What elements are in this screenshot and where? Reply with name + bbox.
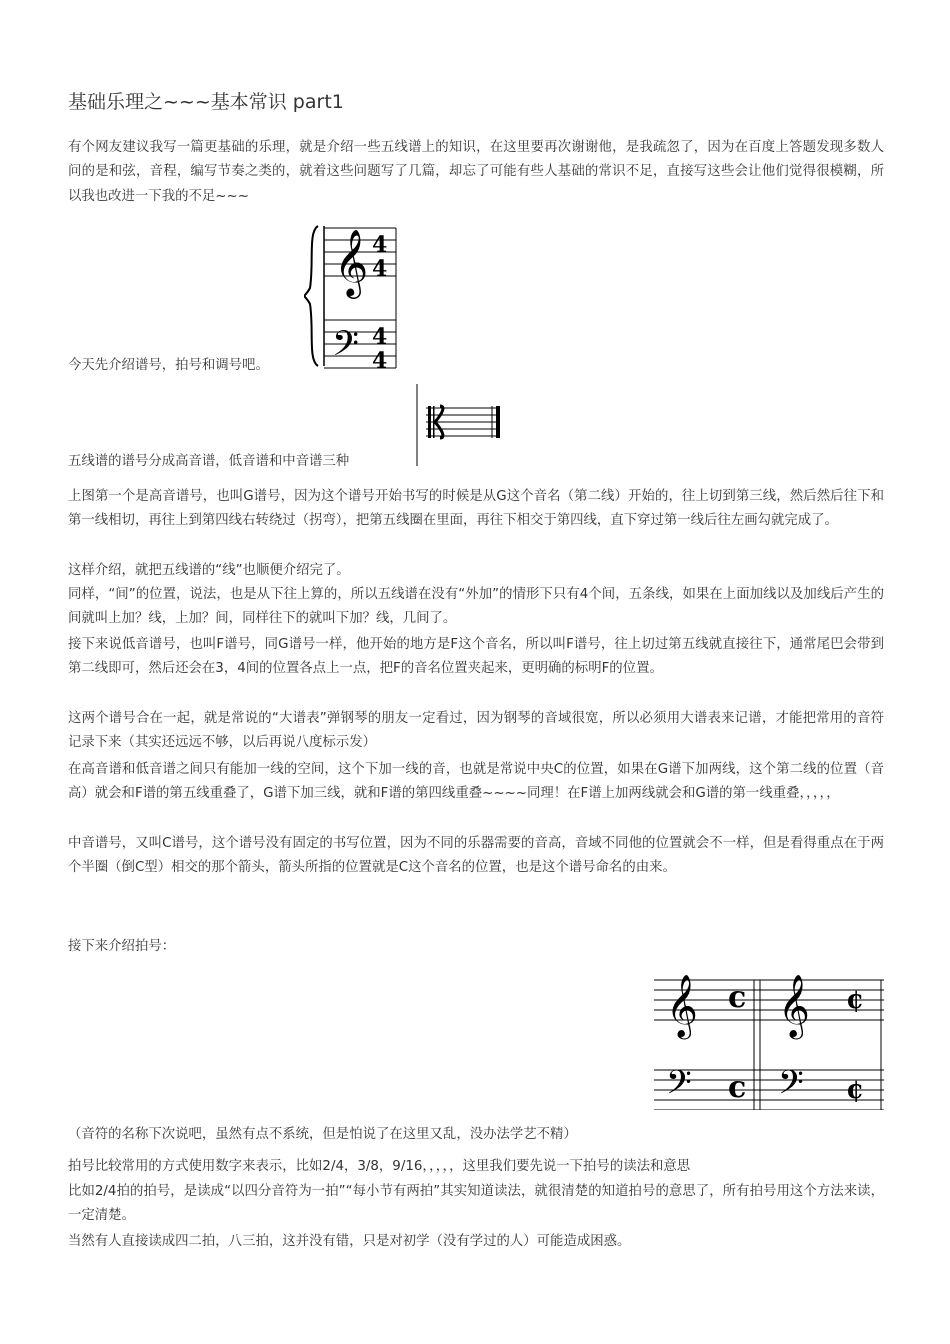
time-sig-top-den: 4: [372, 256, 388, 282]
paragraph-bass-clef: 接下来说低音谱号，也叫F谱号，同G谱号一样，他开始的地方是F这个音名，所以叫F谱号，往上切过第五线就直接往下，通常尾巴会带到第二线即可，然后还会在3，4间的位置各点上一点，把F的音名位置夹起来，更明确的标明F的位置。: [68, 637, 884, 677]
treble-clef-icon: 𝄞: [778, 974, 810, 1037]
paragraph-alto-clef: 中音谱号，又叫C谱号，这个谱号没有固定的书写位置，因为不同的乐器需要的音高，音域不同他的位置就会不一样，但是看得重点在于两个半圈（倒C型）相交的那个箭头，箭头所指的位置就是C这个音名的位置，也是这个谱号命名的由来。: [68, 836, 884, 876]
page-title: 基础乐理之~~~基本常识 part1: [68, 91, 344, 113]
treble-clef-icon: 𝄞: [334, 228, 369, 296]
treble-clef-icon: 𝄞: [666, 974, 698, 1037]
paragraph-lines: 这样介绍，就把五线谱的“线”也顺便介绍完了。: [68, 563, 350, 578]
time-sig-bottom-num: 4: [372, 324, 388, 350]
paragraph-middle-c: 在高音谱和低音谱之间只有能加一线的空间，这个下加一线的音，也就是常说中央C的位置，如果在G谱下加两线，这个第二线的位置（音高）就会和F谱的第五线重叠了，G谱下加三线，就和F谱的第四线重叠~~~~同理！在F谱上加两线就会和G谱的第一线重叠，，，，，: [68, 762, 884, 802]
caption-note-names: （音符的名称下次说吧，虽然有点不系统，但是怕说了在这里又乱，没办法学艺不精）: [68, 1127, 577, 1142]
time-sig-top-num: 4: [372, 232, 388, 258]
cut-time-icon: ¢: [846, 1075, 865, 1105]
paragraph-time-sig-intro: 拍号比较常用的方式使用数字来表示，比如2/4，3/8，9/16，，，，，这里我们要先说一下拍号的读法和意思: [68, 1159, 691, 1174]
paragraph-treble-clef: 上图第一个是高音谱号，也叫G谱号，因为这个谱号开始书写的时候是从G这个音名（第二线）开始的，往上切到第三线，然后然后往下和第一线相切，再往上到第四线右转绕过（拐弯），把第五线圈在里面，再往下相交于第四线，直下穿过第一线后往左画勾就完成了。: [68, 489, 884, 529]
paragraph-spaces: 同样，“间”的位置，说法，也是从下往上算的，所以五线谱在没有“外加”的情形下只有4个间，五条线，如果在上面加线以及加线后产生的间就叫上加？线，上加？间，同样往下的就叫下加？线，几间了。: [68, 587, 884, 627]
bass-clef-icon: 𝄢: [666, 1064, 692, 1110]
caption-clefs-pair: 今天先介绍谱号，拍号和调号吧。: [68, 358, 269, 373]
common-time-icon: c: [728, 980, 747, 1015]
section-time-signatures: 接下来介绍拍号：: [68, 939, 176, 954]
caption-three-clefs: 五线谱的谱号分成高音谱，低音谱和中音谱三种: [68, 454, 350, 469]
grand-staff-image: [304, 222, 464, 370]
time-signature-image: [654, 960, 884, 1110]
common-time-icon: c: [728, 1070, 747, 1105]
brace-icon: [304, 226, 318, 366]
bass-clef-icon: 𝄢: [778, 1064, 804, 1110]
paragraph-grand-staff: 这两个谱号合在一起，就是常说的“大谱表”弹钢琴的朋友一定看过，因为钢琴的音域很宽，所以必须用大谱表来记谱，才能把常用的音符记录下来（其实还远远不够，以后再说八度标示发）: [68, 711, 884, 751]
paragraph-time-sig-reading: 比如2/4拍的拍号，是读成“以四分音符为一拍”“每小节有两拍”其实知道读法，就很清楚的知道拍号的意思了，所有拍号用这个方法来读，一定清楚。: [68, 1184, 884, 1224]
paragraph-time-sig-note: 当然有人直接读成四二拍，八三拍，这并没有错，只是对初学（没有学过的人）可能造成困惑。: [68, 1234, 631, 1249]
c-clef-staff-image: [416, 384, 502, 466]
intro-paragraph: 有个网友建议我写一篇更基础的乐理，就是介绍一些五线谱上的知识，在这里要再次谢谢他，是我疏忽了，因为在百度上答题发现多数人问的是和弦，音程，编写节奏之类的，就着这些问题写了几篇，却忘了可能有些人基础的常识不足，直接写这些会让他们觉得很模糊，所以我也改进一下我的不足~~~: [68, 140, 884, 204]
cut-time-icon: ¢: [846, 985, 865, 1015]
bass-clef-icon: 𝄢: [332, 323, 360, 370]
time-sig-bottom-den: 4: [372, 348, 388, 370]
